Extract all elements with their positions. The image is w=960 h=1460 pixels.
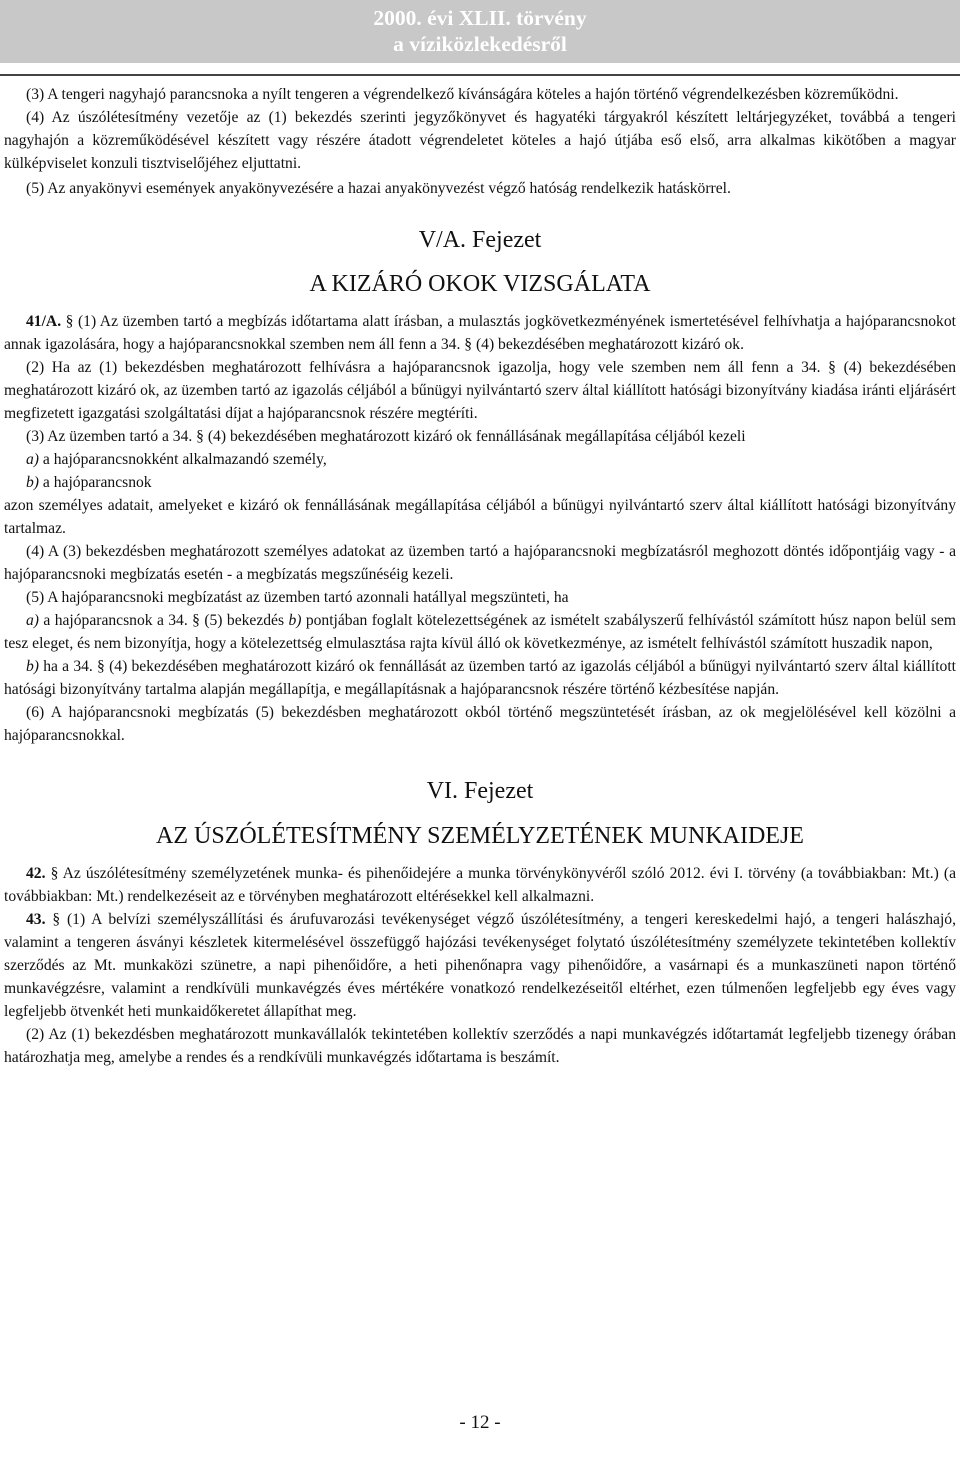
paragraph-3: (3) A tengeri nagyhajó parancsnoka a nyílt tengeren a végrendelkező kívánságára köteles a hajón történő végrendelkezésben közreműködni.: [26, 86, 899, 103]
paragraph-4: (4) Az úszólétesítmény vezetője az (1) bekezdés szerinti jegyzőkönyvet és hagyatéki tárgyakról készített leltárjegyzéket, továbbá a tengeri nagyhajón a közreműködésével készített vagy részére átadott végrendeletet köteles a hajó útjába eső első, arra alkalmas kikötőben a magyar külképviselet konzuli tisztviselőjéhez eljuttatni.: [4, 109, 956, 172]
page-number: - 12 -: [459, 1412, 501, 1433]
chapter-5a-subtitle: A KIZÁRÓ OKOK VIZSGÁLATA: [309, 271, 651, 297]
chapter-5a-title: V/A. Fejezet: [418, 227, 542, 253]
section-41a-paragraph-3: (3) Az üzemben tartó a 34. § (4) bekezdésében meghatározott kizáró ok fennállásának megállapítása céljából kezeli: [26, 428, 746, 445]
section-41a-paragraph-2: (2) Ha az (1) bekezdésben meghatározott felhívásra a hajóparancsnok igazolja, hogy vele szemben nem áll fenn a 34. § (4) bekezdésében meghatározott kizáró ok, az üzemben tartó az igazolás céljából a bűnügyi nyilvántartó szerv által kiállított hatósági bizonyítvány kiadása iránti eljárásért megfizetett igazgatási szolgáltatási díjat a hajóparancsnok részére megtéríti.: [4, 359, 956, 422]
section-41a-number: 41/A.: [26, 313, 62, 330]
law-title: 2000. évi XLII. törvény: [373, 6, 587, 30]
section-41a-paragraph-6: (6) A hajóparancsnoki megbízatás (5) bekezdésben meghatározott okból történő megszüntetését írásban, az ok megjelölésével kell közölni a hajóparancsnokkal.: [4, 704, 956, 744]
section-41a-item-b: b) a hajóparancsnok: [26, 474, 152, 491]
section-42: 42. § Az úszólétesítmény személyzetének munka- és pihenőidejére a munka törvénykönyvéről szóló 2012. évi I. törvény (a továbbiakban: Mt.) (a továbbiakban: Mt.) rendelkezéseit az e törvényben meghatározott eltérésekkel kell alkalmazni.: [4, 865, 956, 905]
document-body: [4, 83, 956, 1069]
section-43-paragraph-2: (2) Az (1) bekezdésben meghatározott munkavállalók tekintetében kollektív szerződés a napi munkavégzés időtartamát legfeljebb tizenegy órában határozhatja meg, amelybe a rendes és a rendkívüli munkavégzés időtartama is beszámít.: [4, 1026, 956, 1066]
section-43-paragraph-1: 43. § (1) A belvízi személyszállítási és árufuvarozási tevékenységet végző úszólétesítmény, a tengeri kereskedelmi hajó, a tengeri halászhajó, valamint a tengeren ásványi készletek kitermelésével összefüggő hajózási tevékenységet folytató úszólétesítmény személyzete tekintetében kollektív szerződés az Mt. munkaközi szünetre, a napi pihenőidőre, a heti pihenőnapra vagy pihenőidőre, a vasárnapi és a munkaszüneti napon történő munkavégzésre, valamint a rendkívüli munkavégzés éves mértékére vonatkozó rendelkezéseitől eltérhet, ezen túlmenően legfeljebb egy éves vagy legfeljebb ötvenkét heti munkaidőkeretet állapíthat meg.: [4, 911, 957, 1020]
section-41a-item-a: a) a hajóparancsnokként alkalmazandó személy,: [26, 451, 327, 468]
section-42-number: 42.: [26, 865, 46, 882]
chapter-6-title: VI. Fejezet: [426, 778, 534, 804]
section-41a-paragraph-1: 41/A. § (1) Az üzemben tartó a megbízás időtartama alatt írásban, a mulasztás jogkövetkezményének ismertetésével felhívhatja a hajóparancsnokot annak igazolására, hogy a hajóparancsnokkal szemben nem áll fenn a 34. § (4) bekezdésében meghatározott kizáró ok.: [4, 313, 956, 353]
header-divider: [0, 74, 960, 76]
section-41a-paragraph-3-end: azon személyes adatait, amelyeket e kizáró ok fennállásának megállapítása céljából a bűnügyi nyilvántartó szerv által kiállított hatósági bizonyítvány tartalmaz.: [4, 497, 956, 537]
chapter-6-subtitle: AZ ÚSZÓLÉTESÍTMÉNY SZEMÉLYZETÉNEK MUNKAIDEJE: [156, 823, 804, 849]
section-41a-item-5a: a) a hajóparancsnok a 34. § (5) bekezdés b) pontjában foglalt kötelezettségének az ismételt szabályszerű felhívástól számított húsz napon belül sem tesz eleget, és nem bizonyítja, hogy a kötelezettség elmulasztása rajta kívül álló ok következménye, az ismételt felhívástól számított huszadik napon,: [4, 612, 956, 652]
document-header: [0, 0, 960, 63]
section-43-number: 43.: [26, 911, 46, 928]
section-41a-item-5b: b) ha a 34. § (4) bekezdésében meghatározott kizáró ok fennállását az üzemben tartó az igazolás céljából a bűnügyi nyilvántartó szerv által kiállított hatósági bizonyítvány tartalma alapján megállapítja, e megállapításnak a hajóparancsnok részére történő kézbesítése napján.: [4, 658, 956, 698]
section-41a-paragraph-5: (5) A hajóparancsnoki megbízatást az üzemben tartó azonnali hatállyal megszünteti, ha: [26, 589, 569, 606]
law-subtitle: a víziközlekedésről: [393, 32, 567, 56]
section-41a-paragraph-4: (4) A (3) bekezdésben meghatározott személyes adatokat az üzemben tartó a hajóparancsnoki megbízatásról meghozott döntés időpontjáig vagy - a hajóparancsnoki megbízatás esetén - a megbízatás megszűnéséig kezeli.: [4, 543, 956, 583]
paragraph-5: (5) Az anyakönyvi események anyakönyvezésére a hazai anyakönyvezést végző hatóság rendelkezik hatáskörrel.: [26, 180, 731, 197]
